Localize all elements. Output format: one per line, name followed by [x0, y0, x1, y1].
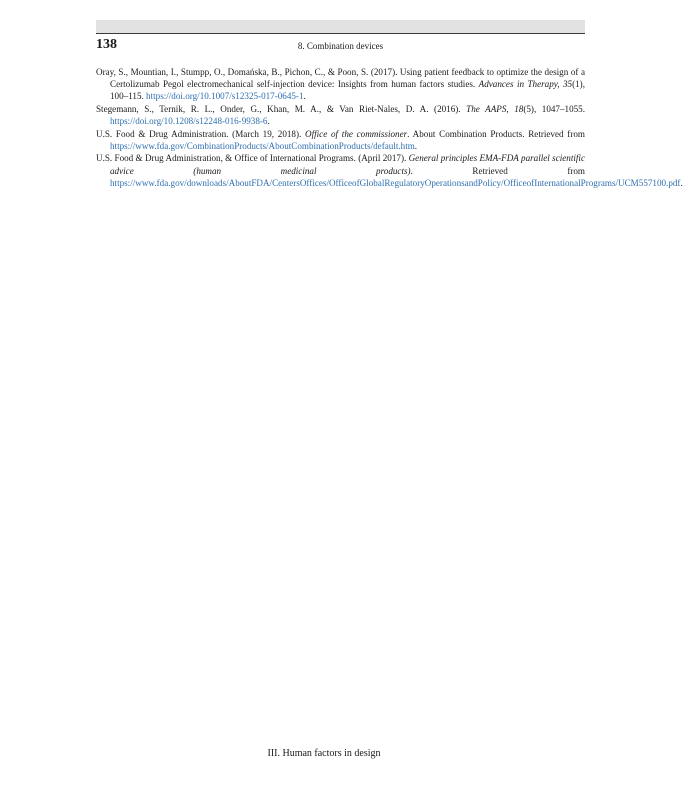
- doi-link[interactable]: https://doi.org/10.1007/s12325-017-0645-1: [146, 91, 304, 102]
- journal-title: Advances in Therapy, 35: [478, 79, 573, 90]
- reference-end: .: [303, 91, 306, 102]
- journal-title: The AAPS, 18: [466, 103, 524, 114]
- reference-end: .: [267, 115, 270, 126]
- document-title: General principles EMA-FDA parallel scientific advice (human medicinal products): [110, 153, 585, 176]
- reference-text: . Retrieved from: [410, 165, 585, 176]
- part-footer: III. Human factors in design: [267, 748, 381, 759]
- reference-text: Stegemann, S., Ternik, R. L., Onder, G., Khan, M. A., & Van Riet-Nales, D. A. (2016).: [96, 103, 467, 114]
- reference-end: .: [680, 177, 683, 188]
- fda-link[interactable]: https://www.fda.gov/downloads/AboutFDA/CentersOffices/OfficeofGlobalRegulatoryOperationsandPolicy/OfficeofInternationalPrograms/UCM557100.pdf: [110, 177, 681, 188]
- page-number: 138: [96, 37, 117, 52]
- reference-text: Oray, S., Mountian, I., Stumpp, O., Domańska, B., Pichon, C., & Poon, S. (2017). Using patient feedback to optimize the design of a Certolizumab Pegol electromechanical self-injection device: Insights from human factors studies.: [96, 67, 585, 90]
- reference-text: U.S. Food & Drug Administration. (March 19, 2018).: [96, 128, 306, 139]
- reference-item-fda-combination: [96, 128, 585, 152]
- document-title: Office of the commissioner: [305, 128, 408, 139]
- reference-item-stegemann: [96, 103, 585, 127]
- reference-list: [96, 66, 683, 189]
- reference-text: (5), 1047–1055.: [523, 103, 585, 114]
- reference-text: . About Combination Products. Retrieved from: [407, 128, 585, 139]
- reference-item-fda-ema: [96, 152, 683, 188]
- header-rule: [96, 33, 585, 34]
- reference-text: U.S. Food & Drug Administration, & Office of International Programs. (April 2017).: [96, 153, 409, 164]
- reference-text: (1), 100–115.: [110, 79, 585, 102]
- reference-item-oray: [96, 66, 585, 102]
- doi-link[interactable]: https://doi.org/10.1208/s12248-016-9938-6: [110, 115, 268, 126]
- reference-end: .: [414, 140, 418, 151]
- fda-link[interactable]: https://www.fda.gov/CombinationProducts/AboutCombinationProducts/default.htm: [110, 140, 415, 151]
- chapter-title: 8. Combination devices: [297, 41, 384, 51]
- header-band: [96, 20, 585, 33]
